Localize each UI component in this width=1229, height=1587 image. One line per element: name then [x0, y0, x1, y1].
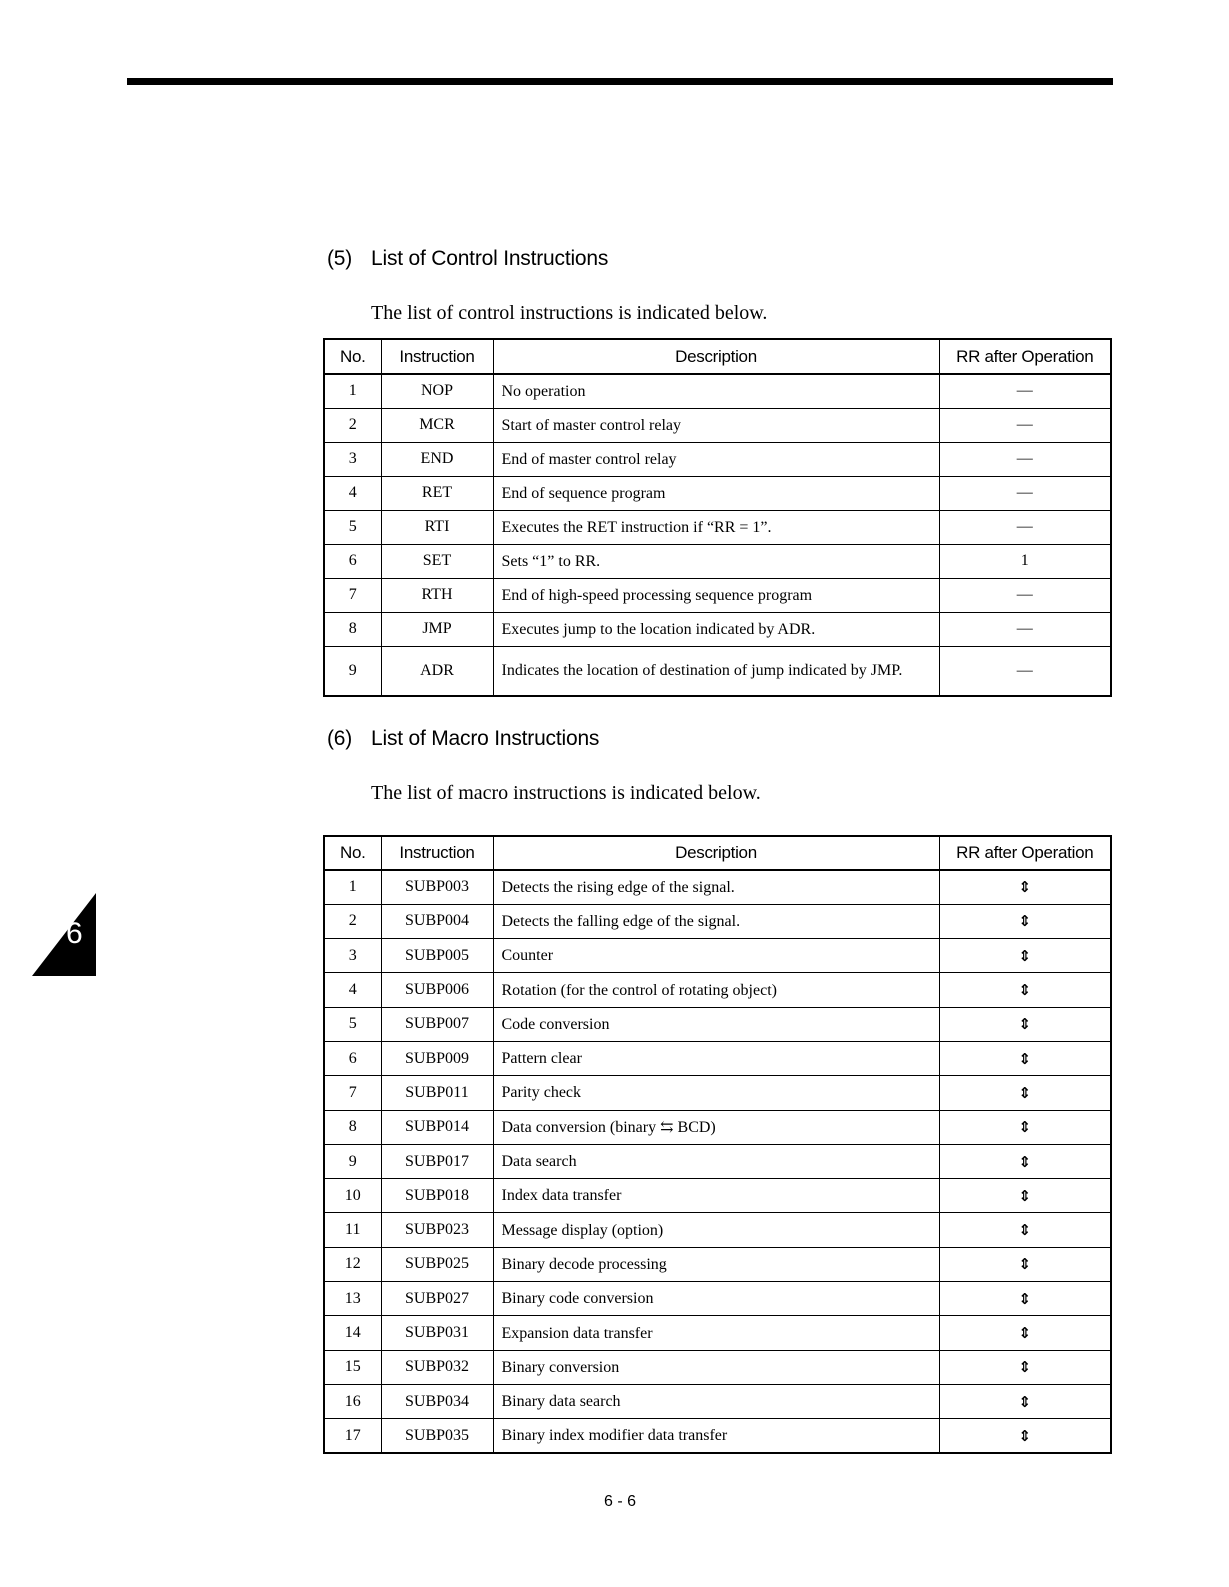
- row-number: 4: [324, 973, 381, 1007]
- section-number: (6): [327, 727, 353, 750]
- table-row: [324, 1007, 1111, 1041]
- row-description: Expansion data transfer: [493, 1316, 939, 1350]
- row-number: 13: [324, 1282, 381, 1316]
- table-row: [324, 476, 1111, 510]
- row-number: 6: [324, 544, 381, 578]
- row-instruction: SUBP023: [381, 1213, 493, 1247]
- table-row: [324, 612, 1111, 646]
- row-number: 2: [324, 408, 381, 442]
- header-instruction: Instruction: [381, 836, 493, 870]
- row-description: Data search: [493, 1144, 939, 1178]
- row-instruction: SUBP025: [381, 1247, 493, 1281]
- top-rule: [127, 78, 1113, 85]
- row-instruction: SUBP027: [381, 1282, 493, 1316]
- table-row: [324, 1247, 1111, 1281]
- header-description: Description: [493, 836, 939, 870]
- table-row: [324, 510, 1111, 544]
- row-description: Binary code conversion: [493, 1282, 939, 1316]
- row-rr-after-operation: ⇕: [939, 1110, 1111, 1144]
- table-row: [324, 1144, 1111, 1178]
- table-row: [324, 442, 1111, 476]
- row-description: Sets “1” to RR.: [493, 544, 939, 578]
- row-rr-after-operation: ⇕: [939, 904, 1111, 938]
- row-description: Indicates the location of destination of jump indicated by JMP.: [493, 646, 939, 696]
- row-instruction: SUBP009: [381, 1041, 493, 1075]
- table-row: [324, 904, 1111, 938]
- row-rr-after-operation: —: [939, 442, 1111, 476]
- table-row: [324, 1041, 1111, 1075]
- table-row: [324, 1419, 1111, 1453]
- row-description: Detects the falling edge of the signal.: [493, 904, 939, 938]
- row-instruction: JMP: [381, 612, 493, 646]
- table-row: [324, 1384, 1111, 1418]
- table-row: [324, 1316, 1111, 1350]
- macro-instructions-table: [323, 835, 1112, 1454]
- row-description: Start of master control relay: [493, 408, 939, 442]
- row-description: Binary index modifier data transfer: [493, 1419, 939, 1453]
- header-no: No.: [324, 836, 381, 870]
- row-rr-after-operation: ⇕: [939, 1007, 1111, 1041]
- control-instructions-table: [323, 338, 1112, 697]
- row-rr-after-operation: —: [939, 646, 1111, 696]
- row-instruction: NOP: [381, 374, 493, 408]
- row-description: Code conversion: [493, 1007, 939, 1041]
- row-description: Binary conversion: [493, 1350, 939, 1384]
- row-number: 1: [324, 374, 381, 408]
- row-rr-after-operation: ⇕: [939, 1144, 1111, 1178]
- row-number: 9: [324, 1144, 381, 1178]
- row-description: Parity check: [493, 1076, 939, 1110]
- row-number: 8: [324, 1110, 381, 1144]
- table-row: [324, 1076, 1111, 1110]
- row-description: Binary decode processing: [493, 1247, 939, 1281]
- row-rr-after-operation: —: [939, 612, 1111, 646]
- header-rr: RR after Operation: [939, 339, 1111, 374]
- intro-text-macro: The list of macro instructions is indicated below.: [371, 782, 761, 804]
- row-instruction: SUBP035: [381, 1419, 493, 1453]
- table-row: [324, 1282, 1111, 1316]
- row-instruction: SUBP011: [381, 1076, 493, 1110]
- row-number: 1: [324, 870, 381, 904]
- row-instruction: RET: [381, 476, 493, 510]
- row-number: 12: [324, 1247, 381, 1281]
- table-row: [324, 544, 1111, 578]
- row-description: Detects the rising edge of the signal.: [493, 870, 939, 904]
- row-instruction: SUBP005: [381, 939, 493, 973]
- section-heading-control: [327, 247, 608, 271]
- row-number: 9: [324, 646, 381, 696]
- row-description: Rotation (for the control of rotating object): [493, 973, 939, 1007]
- row-rr-after-operation: 1: [939, 544, 1111, 578]
- table-row: [324, 1350, 1111, 1384]
- row-description: No operation: [493, 374, 939, 408]
- row-rr-after-operation: ⇕: [939, 1041, 1111, 1075]
- table-row: [324, 1110, 1111, 1144]
- table-row: [324, 374, 1111, 408]
- row-rr-after-operation: ⇕: [939, 1282, 1111, 1316]
- row-instruction: SUBP032: [381, 1350, 493, 1384]
- row-description: End of sequence program: [493, 476, 939, 510]
- row-rr-after-operation: ⇕: [939, 1247, 1111, 1281]
- header-instruction: Instruction: [381, 339, 493, 374]
- table-row: [324, 1213, 1111, 1247]
- header-rr: RR after Operation: [939, 836, 1111, 870]
- row-rr-after-operation: ⇕: [939, 870, 1111, 904]
- chapter-tab-label: 6: [66, 917, 83, 950]
- chapter-tab-marker: [32, 893, 96, 976]
- row-instruction: SUBP003: [381, 870, 493, 904]
- row-description: Message display (option): [493, 1213, 939, 1247]
- row-instruction: SUBP017: [381, 1144, 493, 1178]
- section-title: List of Control Instructions: [371, 247, 609, 270]
- intro-text-control: The list of control instructions is indicated below.: [371, 302, 768, 324]
- row-description: Executes jump to the location indicated by ADR.: [493, 612, 939, 646]
- row-number: 7: [324, 578, 381, 612]
- row-instruction: SUBP031: [381, 1316, 493, 1350]
- row-rr-after-operation: ⇕: [939, 1316, 1111, 1350]
- table-row: [324, 870, 1111, 904]
- row-number: 10: [324, 1179, 381, 1213]
- row-description: Pattern clear: [493, 1041, 939, 1075]
- row-number: 4: [324, 476, 381, 510]
- row-rr-after-operation: —: [939, 578, 1111, 612]
- row-rr-after-operation: —: [939, 476, 1111, 510]
- row-rr-after-operation: —: [939, 510, 1111, 544]
- row-description: Counter: [493, 939, 939, 973]
- row-rr-after-operation: —: [939, 374, 1111, 408]
- row-instruction: ADR: [381, 646, 493, 696]
- row-number: 3: [324, 442, 381, 476]
- table-row: [324, 408, 1111, 442]
- table-row: [324, 1179, 1111, 1213]
- row-instruction: SUBP006: [381, 973, 493, 1007]
- row-number: 6: [324, 1041, 381, 1075]
- row-number: 3: [324, 939, 381, 973]
- row-description: Binary data search: [493, 1384, 939, 1418]
- row-number: 11: [324, 1213, 381, 1247]
- row-number: 7: [324, 1076, 381, 1110]
- row-number: 17: [324, 1419, 381, 1453]
- row-instruction: SUBP014: [381, 1110, 493, 1144]
- row-instruction: END: [381, 442, 493, 476]
- section-heading-macro: [327, 727, 599, 751]
- header-description: Description: [493, 339, 939, 374]
- row-description: Data conversion (binary ⇆ BCD): [493, 1110, 939, 1144]
- row-rr-after-operation: ⇕: [939, 1213, 1111, 1247]
- table-row: [324, 578, 1111, 612]
- row-rr-after-operation: ⇕: [939, 1076, 1111, 1110]
- row-rr-after-operation: ⇕: [939, 1179, 1111, 1213]
- row-instruction: SUBP004: [381, 904, 493, 938]
- page-number: 6 - 6: [603, 1493, 636, 1510]
- row-number: 5: [324, 1007, 381, 1041]
- row-instruction: SUBP034: [381, 1384, 493, 1418]
- row-number: 15: [324, 1350, 381, 1384]
- row-description: Executes the RET instruction if “RR = 1”.: [493, 510, 939, 544]
- row-instruction: RTH: [381, 578, 493, 612]
- row-rr-after-operation: ⇕: [939, 973, 1111, 1007]
- row-rr-after-operation: ⇕: [939, 1384, 1111, 1418]
- row-rr-after-operation: ⇕: [939, 1419, 1111, 1453]
- row-instruction: SUBP018: [381, 1179, 493, 1213]
- row-number: 14: [324, 1316, 381, 1350]
- header-no: No.: [324, 339, 381, 374]
- table-row: [324, 973, 1111, 1007]
- row-description: Index data transfer: [493, 1179, 939, 1213]
- section-title: List of Macro Instructions: [371, 727, 600, 750]
- row-instruction: SUBP007: [381, 1007, 493, 1041]
- section-number: (5): [327, 247, 353, 270]
- row-number: 8: [324, 612, 381, 646]
- table-row: [324, 939, 1111, 973]
- row-rr-after-operation: ⇕: [939, 1350, 1111, 1384]
- row-instruction: SET: [381, 544, 493, 578]
- row-rr-after-operation: —: [939, 408, 1111, 442]
- row-instruction: RTI: [381, 510, 493, 544]
- row-number: 2: [324, 904, 381, 938]
- row-instruction: MCR: [381, 408, 493, 442]
- row-rr-after-operation: ⇕: [939, 939, 1111, 973]
- row-number: 5: [324, 510, 381, 544]
- row-description: End of high-speed processing sequence program: [493, 578, 939, 612]
- row-description: End of master control relay: [493, 442, 939, 476]
- row-number: 16: [324, 1384, 381, 1418]
- table-row: [324, 646, 1111, 696]
